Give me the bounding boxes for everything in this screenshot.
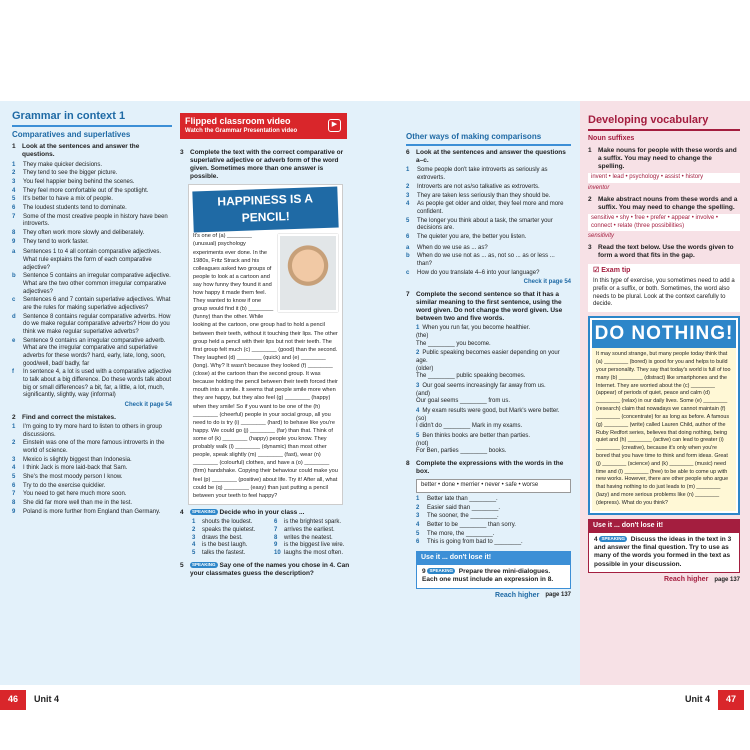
item-text: I'm going to try more hard to listen to others in group discussions. — [23, 424, 162, 438]
word-list-1: invent • lead • psychology • assist • history — [588, 173, 740, 183]
class-item — [192, 542, 268, 550]
class-item — [192, 527, 268, 535]
item-key: 6 — [12, 482, 16, 489]
question-item — [406, 245, 571, 253]
item-key: f — [12, 369, 14, 376]
item-gapped[interactable]: The ________ you become. — [416, 340, 491, 347]
item-text: Better late than ________. — [427, 496, 498, 503]
item-gapped[interactable]: For Ben, parties ________ books. — [416, 448, 507, 455]
page-title: Grammar in context 1 — [12, 110, 126, 122]
task-instruction: Say one of the names you chose in 4. Can your classmates guess the description? — [190, 561, 350, 577]
item-key: 4 — [416, 408, 420, 415]
mistake-item — [12, 465, 172, 473]
item-key: 4 — [12, 187, 16, 194]
item-key: 8 — [274, 534, 278, 541]
use-it-box — [416, 551, 571, 589]
sentence-item — [12, 179, 172, 187]
exam-tip-title: Exam tip — [601, 267, 631, 275]
item-key: 5 — [12, 196, 16, 203]
example-answer-2: sensitivity — [588, 233, 615, 240]
exam-tip-text: In this type of exercise, you sometimes need to add a prefix or a suffix, or both. Sometimes, the word also needs to be plural. Look at the context carefully to decide. — [593, 278, 735, 308]
class-description-list — [192, 519, 350, 557]
item-text: You feel happier being behind the scenes. — [23, 178, 135, 185]
sentence-item — [12, 239, 172, 247]
item-text: They make quicker decisions. — [23, 161, 103, 168]
do-nothing-title: DO NOTHING! — [592, 320, 736, 348]
item-key: 1 — [12, 161, 16, 168]
reach-higher-label[interactable]: Reach higher — [663, 575, 709, 583]
grammar-column — [12, 109, 172, 517]
right-footer — [685, 687, 744, 713]
item-text: They tend to work faster. — [23, 238, 89, 245]
item-key: 2 — [406, 183, 410, 190]
mistake-item — [12, 457, 172, 465]
task-instruction: Make abstract nouns from these words and a suffix. You may need to change the spelling. — [598, 195, 738, 211]
vocab-task-2 — [588, 196, 740, 212]
task-2 — [12, 414, 172, 422]
task-8 — [406, 460, 571, 476]
task-instruction: Complete the second sentence so that it has a similar meaning to the first sentence, using the word given. Do not change the word given. Use between two and five words. — [416, 290, 563, 323]
item-text: Sentence 9 contains an irregular comparative adverb. What are the irregular comparative and superlative adverbs for these words? hard, early, late, long, soon, good/well, bad/ badly, far — [23, 337, 166, 367]
exam-tip-box — [588, 264, 740, 312]
item-key: 6 — [274, 519, 278, 526]
task-number: 3 — [588, 244, 592, 252]
item-sentence: Our goal seems increasingly far away from us. — [422, 383, 546, 390]
item-text: This is going from bad to ________. — [427, 539, 523, 546]
item-key: a — [12, 249, 16, 256]
class-item — [274, 527, 350, 535]
vocab-title: Developing vocabulary — [588, 114, 709, 126]
item-text: She did far more well than me in the test. — [23, 500, 133, 507]
item-key: 7 — [12, 213, 16, 220]
item-sentence: When you run far, you become healthier. — [422, 325, 531, 332]
speaking-badge: SPEAKING — [192, 562, 216, 568]
task-6 — [406, 149, 571, 165]
do-nothing-text: It may sound strange, but many people today think that (a) ________ (bored) is good for you and helps to build your personality. They say that today's world is full of too many (b) ________ (distract) like smartphones and the Internet. They are worried about the (c) ________ (appear) of periods of quiet, peace and calm (d) ________ (relax) in our daily lives. Some (e) ________ (research) claim that nowadays we cannot maintain (f) ________ (concentrate) for as long as before. A famous (g) ________ (write) called Lauren Child, author of the Ruby Redfort series, believes that doing nothing, being quiet and (h) ________ (active) can lead to greater (i) ________ (creative), because it's only when you're bored that you have time to think and form ideas. Great (j) ________ (science) and (k) ________ (music) need time and (l) ________ (free) to be able to come up with new works. However, there are other people who argue that having nothing to do just leads to (m) ________ (lazy) and more serious problems like (n) ________ (depress). What do you think? — [592, 348, 736, 511]
sentence-item — [12, 188, 172, 196]
item-text: I think Jack is more laid-back that Sam. — [23, 465, 128, 472]
reach-higher-page: page 137 — [714, 576, 740, 583]
item-key: 2 — [12, 440, 16, 447]
task-instruction: Make nouns for people with these words and a suffix. You may need to change the spelling. — [598, 147, 737, 171]
item-text: Introverts are not as/so talkative as extroverts. — [417, 183, 540, 190]
task-number: 7 — [406, 290, 410, 298]
item-text: Sentences 1 to 4 all contain comparative adjectives. What rule explains the form of each comparative adjective? — [23, 249, 162, 271]
item-word: (the) — [416, 333, 429, 340]
section-divider — [406, 144, 571, 146]
item-text: is the brightest spark. — [284, 519, 342, 526]
item-sentence: Public speaking becomes easier depending on your age. — [416, 350, 560, 365]
item-key: 1 — [406, 167, 410, 174]
class-item — [192, 519, 268, 527]
task-instruction: Complete the expressions with the words in the box. — [416, 460, 564, 476]
task-number: 2 — [588, 195, 592, 203]
item-text: When do we use as ... as? — [417, 244, 488, 251]
page-number: 46 — [0, 690, 26, 710]
item-text: They feel more comfortable out of the spotlight. — [23, 187, 149, 194]
question-item — [12, 369, 172, 400]
item-key: 4 — [416, 522, 420, 529]
expression-item — [416, 496, 571, 504]
item-key: 3 — [416, 383, 420, 390]
item-key: 9 — [274, 542, 278, 549]
expression-list — [416, 496, 571, 547]
use-it-title: Use it ... don't lose it! — [417, 552, 570, 565]
item-text: In sentence 4, a lot is used with a comparative adjective to talk about a big difference. Do these words talk about big or small differences? a bit, far, a little, a lot, much, significantly, slightly, way (informal) — [23, 369, 172, 399]
task-7 — [406, 291, 571, 324]
item-key: 5 — [192, 549, 196, 556]
sentence-item — [12, 170, 172, 178]
item-key: 6 — [406, 233, 410, 240]
sentence-item — [12, 196, 172, 204]
item-text: shouts the loudest. — [202, 519, 253, 526]
mistake-item — [12, 474, 172, 482]
task-instruction: Find and correct the mistakes. — [22, 413, 116, 421]
item-key: b — [12, 273, 16, 280]
smiling-man-photo — [278, 234, 338, 312]
task-instruction: Look at the sentences and answer the questions a–c. — [416, 149, 566, 165]
item-key: b — [406, 253, 410, 260]
item-text: is the biggest live wire. — [284, 542, 345, 549]
class-item — [192, 550, 268, 558]
item-text: She's the most moody person I know. — [23, 474, 123, 481]
speaking-badge: SPEAKING — [601, 536, 625, 542]
item-text: How do you translate 4–6 into your language? — [417, 269, 540, 276]
task-number: 1 — [588, 147, 592, 155]
item-word: (so) — [416, 415, 427, 422]
article-title: HAPPINESS IS A PENCIL! — [192, 186, 338, 232]
item-key: c — [12, 297, 16, 304]
item-text: It's better to have a mix of people. — [23, 196, 113, 203]
task-number: 5 — [180, 561, 184, 569]
vocab-section: Noun suffixes — [588, 135, 635, 143]
task-instruction: Complete the text with the correct comparative or superlative adjective or adverb form of the word given. Sometimes more than one answer is possible. — [190, 149, 344, 181]
task-instruction: Discuss the ideas in the text in 3 and answer the final question. Try to use as many of the words you formed in the text as possible in your discussion. — [594, 535, 732, 568]
task-9 — [417, 565, 570, 588]
expression-item — [416, 505, 571, 513]
item-key: 1 — [192, 519, 196, 526]
task-number: 9 — [422, 568, 426, 576]
item-text: The longer you think about a task, the smarter your decisions are. — [417, 217, 553, 232]
item-key: 2 — [192, 526, 196, 533]
sentence-list — [12, 162, 172, 247]
check-icon: ☑ — [593, 267, 600, 275]
do-nothing-article — [588, 316, 740, 515]
article-box — [188, 184, 343, 505]
item-text: Sentence 8 contains regular comparative adverbs. How do we make regular comparative adverbs? How do you think we make regular superlative adverbs? — [23, 313, 171, 335]
sentence-list — [406, 167, 571, 241]
item-text: The more, the ________. — [427, 530, 495, 537]
item-text: The quieter you are, the better you listen. — [417, 233, 527, 240]
item-text: Mexico is slightly biggest than Indonesia. — [23, 456, 132, 463]
item-word: (and) — [416, 390, 431, 397]
mistake-item — [12, 483, 172, 491]
reach-higher-label[interactable]: Reach higher — [494, 591, 540, 599]
task-instruction: Read the text below. Use the words given to form a word that fits in the gap. — [598, 244, 734, 260]
mistake-item — [12, 440, 172, 455]
task-number: 1 — [12, 143, 16, 151]
item-word: (older) — [416, 365, 434, 372]
item-key: 6 — [12, 204, 16, 211]
item-key: 8 — [12, 229, 16, 236]
question-item — [12, 338, 172, 369]
item-text: They often work more slowly and deliberately. — [23, 229, 145, 236]
reach-higher-page: page 137 — [545, 592, 571, 599]
flipped-title: Flipped classroom video — [185, 116, 291, 126]
item-text: As people get older and older, they feel more and more confident. — [417, 201, 564, 215]
class-item — [274, 519, 350, 527]
check-it-link[interactable]: Check it page 54 — [523, 279, 571, 286]
speaking-badge: SPEAKING — [429, 568, 453, 574]
class-item — [274, 542, 350, 550]
sentence-item — [406, 193, 571, 201]
item-text: You need to get here much more soon. — [23, 491, 127, 498]
item-key: 9 — [12, 238, 16, 245]
item-text: talks the fastest. — [202, 549, 246, 556]
question-item — [406, 270, 571, 278]
item-text: Sentences 6 and 7 contain superlative adjectives. What are the rules for making superlative adjectives? — [23, 297, 171, 311]
sentence-item — [406, 234, 571, 242]
vocab-task-4 — [589, 533, 739, 572]
item-text: They are taken less seriously than they should be. — [417, 192, 551, 199]
item-gapped[interactable]: I didn't do ________ Mark in my exams. — [416, 423, 523, 430]
task-number: 2 — [12, 413, 16, 421]
article-text: It's one of (a) ________ (unusual) psychology experiments ever done. In the 1980s, Fritz Strack and his colleagues asked two groups of people to look at a cartoon and say how funny they found it and how happy it made them feel. They wanted to know if one group would find it (b) ________ (funny) than the other. While looking at the cartoon, one group had to hold a pencil between their teeth, without it touching their lips. The other group held a pencil with their lips but not their teeth. The first group felt much (c) ________ (good) than the second. They laughed (d) ________ (quick) and (e) ________ (long). Why? It wasn't because they looked (f) ________ (close) at the cartoon than the second group. It was because holding the pencil between their teeth forced their mouth into a smile. It seems that people smile more when they are happy, but they also feel (g) ________ (happy) when they smile! So if you want to be one of the (h) ________ (cheerful) people in your social group, all you need to do is try (i) ________ (hard) to behave like you're happy. We could go (j) ________ (far) than that. Think of some of (k) ________ (happy) people you know. They probably walk (l) ________ (dynamic) than most other people, speak slightly (m) ________ (fast), wear (n) ________ (colourful) clothes, and have a (o) ________ (firm) handshake. Copying their behaviour could make you feel (p) ________ (positive) about life. Try it! After all, what could be (q) ________ (easy) than just putting a pencil between your teeth to feel happy? — [193, 233, 338, 499]
task-number: 8 — [406, 460, 410, 468]
item-text: Better to be ________ than sorry. — [427, 522, 516, 529]
vocab-task-1 — [588, 147, 740, 171]
sentence-item — [12, 214, 172, 229]
transformation-item — [416, 433, 571, 456]
section-heading: Other ways of making comparisons — [406, 132, 542, 141]
vocabulary-column — [588, 113, 740, 585]
item-text: arrives the earliest. — [284, 526, 335, 533]
mistake-item — [12, 509, 172, 517]
item-key: 2 — [416, 504, 420, 511]
transformation-item — [416, 350, 571, 381]
task-instruction: Prepare three mini-dialogues. Each one must include an expression in 8. — [422, 568, 554, 584]
vocab-divider — [588, 129, 740, 131]
left-footer — [0, 687, 59, 713]
mistake-item — [12, 500, 172, 508]
item-text: writes the neatest. — [284, 534, 333, 541]
item-key: 2 — [416, 350, 420, 357]
mistake-item — [12, 491, 172, 499]
task-instruction: Decide who in your class ... — [219, 508, 305, 516]
question-item — [406, 253, 571, 268]
item-key: 5 — [12, 474, 16, 481]
item-text: Einstein was one of the more famous introverts in the world of science. — [23, 440, 165, 455]
item-key: 4 — [406, 201, 410, 208]
vocab-use-it-box — [588, 519, 740, 573]
item-word: (not) — [416, 440, 429, 447]
task-number: 6 — [406, 149, 410, 157]
expression-item — [416, 522, 571, 530]
question-item — [12, 273, 172, 296]
comparisons-column — [406, 132, 571, 601]
item-key: 6 — [416, 539, 420, 546]
item-text: speaks the quietest. — [202, 526, 256, 533]
unit-label: Unit 4 — [685, 694, 711, 705]
flipped-classroom-banner[interactable] — [180, 113, 347, 139]
item-key: e — [12, 337, 16, 344]
item-text: Easier said than ________. — [427, 504, 501, 511]
check-it-link[interactable]: Check it page 54 — [124, 402, 172, 409]
item-key: 7 — [274, 526, 278, 533]
word-box: better • done • merrier • never • safe • worse — [416, 479, 571, 493]
class-item — [274, 535, 350, 543]
item-text: Try to do the exercise quicklier. — [23, 482, 106, 489]
vocab-reach-higher[interactable] — [588, 576, 740, 585]
vocab-task-3 — [588, 244, 740, 260]
item-key: 5 — [416, 433, 420, 440]
item-key: 10 — [274, 549, 281, 556]
word-list-2: sensitive • shy • free • prefer • appear • involve • connect • relate (three possibilities) — [588, 214, 740, 231]
item-key: 3 — [192, 534, 196, 541]
task-5 — [180, 562, 350, 578]
expression-item — [416, 531, 571, 539]
task-instruction: Look at the sentences and answer the questions. — [22, 143, 140, 159]
sentence-item — [406, 167, 571, 182]
item-key: 4 — [12, 465, 16, 472]
item-text: Poland is more further from England than Germany. — [23, 508, 161, 515]
page-number: 47 — [718, 690, 744, 710]
example-answer-1: inventor — [588, 185, 610, 192]
item-key: 1 — [12, 424, 16, 431]
item-key: 5 — [406, 217, 410, 224]
item-text: laughs the most often. — [284, 549, 344, 556]
transformation-item — [416, 325, 571, 348]
item-gapped[interactable]: Our goal seems ________ from us. — [416, 398, 511, 405]
item-key: 8 — [12, 500, 16, 507]
item-text: The loudest students tend to dominate. — [23, 204, 127, 211]
class-item — [274, 550, 350, 558]
item-text: They tend to see the bigger picture. — [23, 170, 118, 177]
item-key: 2 — [12, 170, 16, 177]
item-text: When do we use not as ... as, not so ... as or less ... than? — [417, 253, 555, 267]
item-text: is the best laugh. — [202, 542, 248, 549]
item-key: 3 — [12, 178, 16, 185]
item-key: d — [12, 313, 16, 320]
task-number: 4 — [180, 508, 184, 516]
sentence-item — [406, 184, 571, 192]
item-text: draws the best. — [202, 534, 243, 541]
mistake-list — [12, 424, 172, 516]
item-sentence: Ben thinks books are better than parties. — [422, 433, 531, 440]
item-key: c — [406, 269, 410, 276]
sentence-item — [12, 162, 172, 170]
item-gapped[interactable]: The ________ public speaking becomes. — [416, 373, 526, 380]
mistake-item — [12, 424, 172, 439]
sentence-item — [12, 230, 172, 238]
section-heading: Comparatives and superlatives — [12, 130, 131, 140]
flipped-subtitle: Watch the Grammar Presentation video — [185, 127, 298, 134]
item-text: Some people don't take introverts as seriously as extroverts. — [417, 167, 548, 182]
item-text: Sentence 5 contains an irregular comparative adjective. What are the two other common irregular comparative adjectives? — [23, 273, 171, 295]
sentence-item — [12, 205, 172, 213]
item-key: 9 — [12, 508, 16, 515]
task-4 — [180, 509, 350, 517]
item-key: a — [406, 244, 410, 251]
item-text: Some of the most creative people in history have been introverts. — [23, 213, 168, 228]
item-text: The sooner, the ________. — [427, 513, 499, 520]
task-3 — [180, 149, 350, 182]
item-key: 3 — [12, 456, 16, 463]
vocab-use-it-title: Use it ... don't lose it! — [589, 520, 739, 533]
transformation-item — [416, 383, 571, 406]
item-key: 1 — [416, 496, 420, 503]
expression-item — [416, 539, 571, 547]
item-key: 3 — [416, 513, 420, 520]
item-sentence: My exam results were good, but Mark's were better. — [422, 408, 560, 415]
item-key: 1 — [416, 325, 420, 332]
item-key: 5 — [416, 530, 420, 537]
question-item — [12, 297, 172, 312]
task-number: 4 — [594, 535, 598, 543]
transformation-item — [416, 408, 571, 431]
title-divider — [12, 125, 172, 127]
question-item — [12, 314, 172, 337]
exercise-column — [180, 146, 350, 580]
reach-higher[interactable] — [406, 592, 571, 601]
class-item — [192, 535, 268, 543]
play-video-icon[interactable]: ▶ — [328, 119, 341, 132]
item-key: 4 — [192, 542, 196, 549]
task-1 — [12, 143, 172, 159]
sentence-item — [406, 218, 571, 233]
transformation-list — [406, 325, 571, 456]
item-key: 7 — [12, 491, 16, 498]
question-list — [406, 245, 571, 278]
question-item — [12, 249, 172, 272]
speaking-badge: SPEAKING — [192, 509, 216, 515]
task-number: 3 — [180, 149, 184, 156]
sentence-item — [406, 201, 571, 216]
question-list — [12, 249, 172, 400]
expression-item — [416, 513, 571, 521]
item-key: 3 — [406, 192, 410, 199]
unit-label: Unit 4 — [34, 694, 60, 705]
